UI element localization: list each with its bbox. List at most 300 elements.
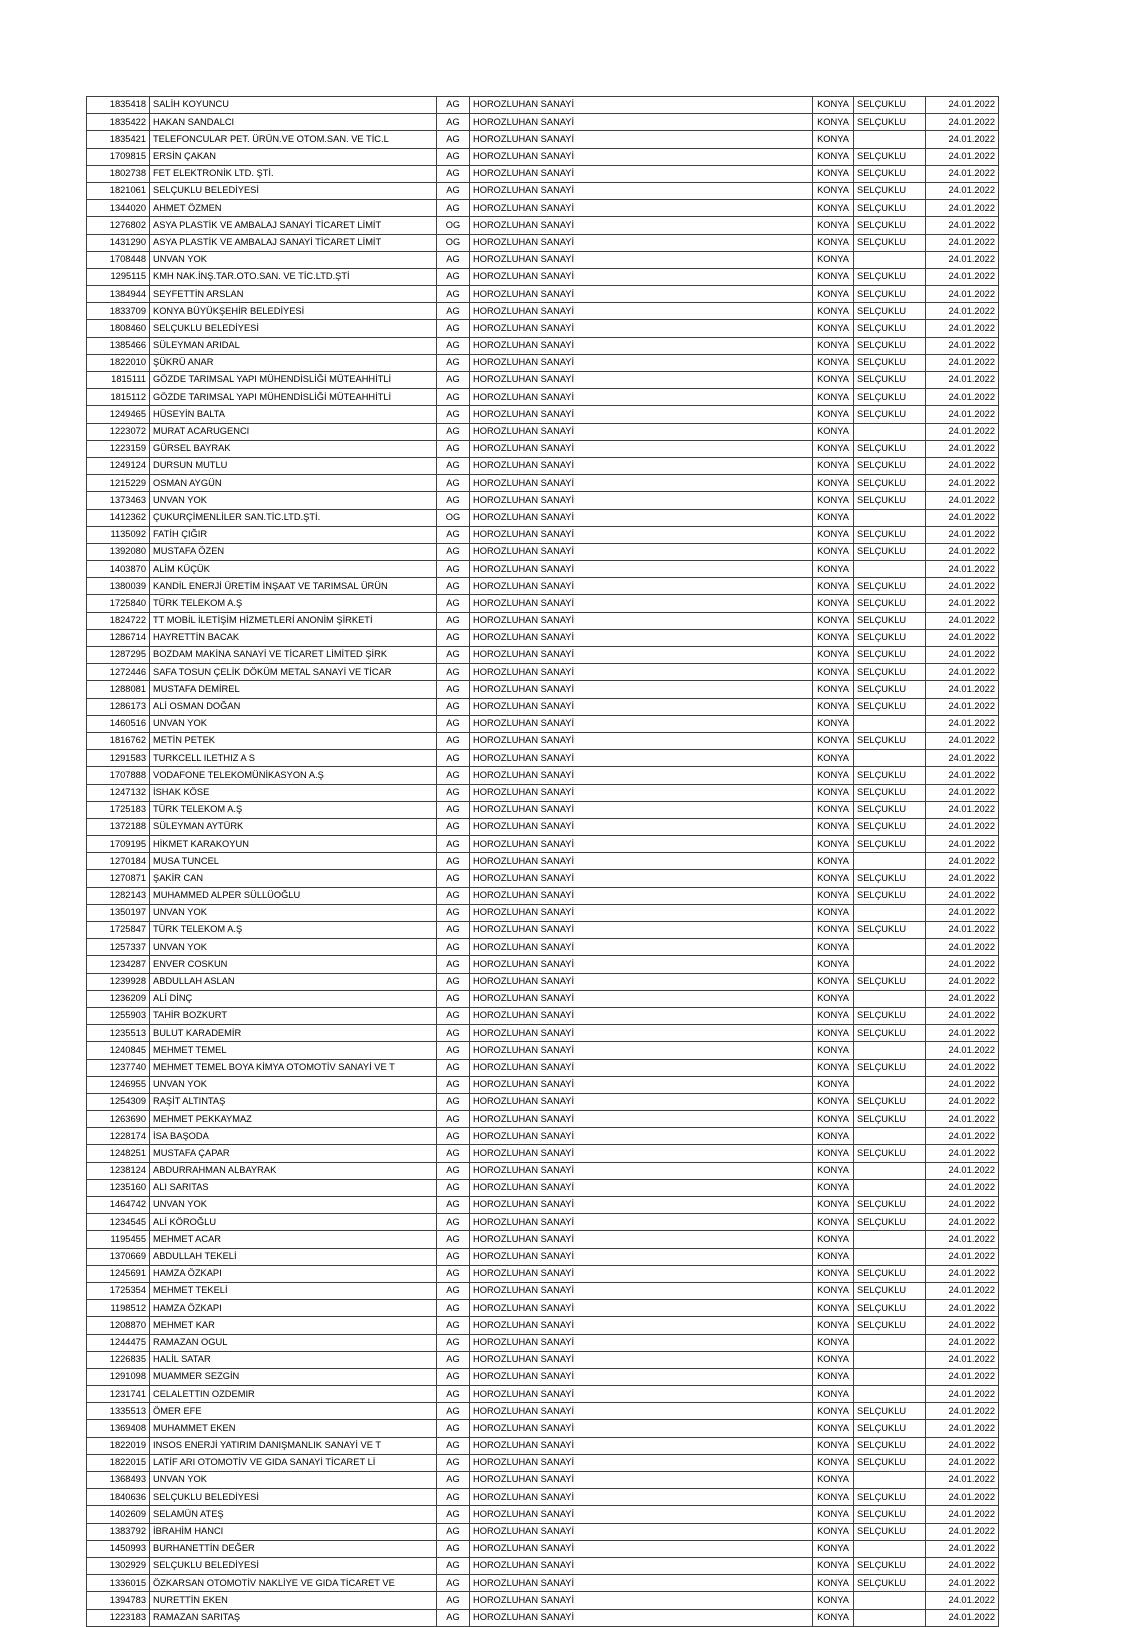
table-row — [87, 97, 999, 114]
cell-id: 1383792 — [87, 1523, 150, 1540]
cell-date: 24.01.2022 — [926, 818, 999, 835]
cell-district: SELÇUKLU — [854, 1265, 926, 1282]
cell-facility: HOROZLUHAN SANAYİ — [470, 492, 813, 509]
cell-province: KONYA — [813, 389, 854, 406]
cell-facility: HOROZLUHAN SANAYİ — [470, 114, 813, 131]
cell-date: 24.01.2022 — [926, 1437, 999, 1454]
table-row — [87, 182, 999, 199]
table-row — [87, 543, 999, 560]
cell-province: KONYA — [813, 904, 854, 921]
table-row — [87, 904, 999, 921]
cell-date: 24.01.2022 — [926, 1489, 999, 1506]
cell-id: 1412362 — [87, 509, 150, 526]
cell-province: KONYA — [813, 543, 854, 560]
cell-date: 24.01.2022 — [926, 870, 999, 887]
cell-district: SELÇUKLU — [854, 114, 926, 131]
table-row — [87, 354, 999, 371]
cell-district: SELÇUKLU — [854, 372, 926, 389]
cell-facility: HOROZLUHAN SANAYİ — [470, 698, 813, 715]
table-row — [87, 492, 999, 509]
cell-district: SELÇUKLU — [854, 1300, 926, 1317]
cell-date: 24.01.2022 — [926, 200, 999, 217]
cell-type: AG — [437, 612, 470, 629]
cell-type: AG — [437, 354, 470, 371]
cell-name: UNVAN YOK — [150, 492, 437, 509]
cell-type: AG — [437, 767, 470, 784]
cell-province: KONYA — [813, 647, 854, 664]
cell-province: KONYA — [813, 1265, 854, 1282]
cell-facility: HOROZLUHAN SANAYİ — [470, 148, 813, 165]
cell-facility: HOROZLUHAN SANAYİ — [470, 526, 813, 543]
cell-province: KONYA — [813, 1557, 854, 1574]
cell-id: 1198512 — [87, 1300, 150, 1317]
cell-type: AG — [437, 1248, 470, 1265]
cell-province: KONYA — [813, 423, 854, 440]
cell-facility: HOROZLUHAN SANAYİ — [470, 1403, 813, 1420]
cell-facility: HOROZLUHAN SANAYİ — [470, 1111, 813, 1128]
cell-name: MUHAMMET EKEN — [150, 1420, 437, 1437]
cell-name: TÜRK TELEKOM A.Ş — [150, 595, 437, 612]
cell-type: AG — [437, 1145, 470, 1162]
table-row — [87, 1454, 999, 1471]
cell-id: 1286173 — [87, 698, 150, 715]
cell-date: 24.01.2022 — [926, 131, 999, 148]
cell-province: KONYA — [813, 1128, 854, 1145]
cell-id: 1272446 — [87, 664, 150, 681]
cell-name: LATİF ARI OTOMOTİV VE GIDA SANAYİ TİCARET Lİ — [150, 1454, 437, 1471]
table-row — [87, 165, 999, 182]
cell-district: SELÇUKLU — [854, 440, 926, 457]
cell-name: SELÇUKLU BELEDİYESİ — [150, 1557, 437, 1574]
cell-date: 24.01.2022 — [926, 1609, 999, 1626]
records-table-body — [87, 97, 999, 1627]
cell-name: HAMZA ÖZKAPI — [150, 1265, 437, 1282]
table-row — [87, 148, 999, 165]
cell-province: KONYA — [813, 1489, 854, 1506]
cell-province: KONYA — [813, 1111, 854, 1128]
table-row — [87, 561, 999, 578]
table-row — [87, 681, 999, 698]
cell-type: AG — [437, 732, 470, 749]
cell-province: KONYA — [813, 1506, 854, 1523]
cell-type: AG — [437, 286, 470, 303]
cell-facility: HOROZLUHAN SANAYİ — [470, 1420, 813, 1437]
cell-facility: HOROZLUHAN SANAYİ — [470, 1540, 813, 1557]
cell-facility: HOROZLUHAN SANAYİ — [470, 251, 813, 268]
cell-facility: HOROZLUHAN SANAYİ — [470, 1317, 813, 1334]
cell-date: 24.01.2022 — [926, 1317, 999, 1334]
cell-date: 24.01.2022 — [926, 1523, 999, 1540]
cell-district — [854, 1231, 926, 1248]
cell-facility: HOROZLUHAN SANAYİ — [470, 372, 813, 389]
cell-id: 1235160 — [87, 1179, 150, 1196]
cell-province: KONYA — [813, 1025, 854, 1042]
cell-name: MEHMET TEKELİ — [150, 1282, 437, 1299]
cell-date: 24.01.2022 — [926, 1128, 999, 1145]
table-row — [87, 303, 999, 320]
cell-facility: HOROZLUHAN SANAYİ — [470, 1179, 813, 1196]
cell-date: 24.01.2022 — [926, 303, 999, 320]
table-row — [87, 698, 999, 715]
cell-district: SELÇUKLU — [854, 732, 926, 749]
cell-type: AG — [437, 303, 470, 320]
cell-name: HİKMET KARAKOYUN — [150, 836, 437, 853]
cell-facility: HOROZLUHAN SANAYİ — [470, 475, 813, 492]
cell-date: 24.01.2022 — [926, 1093, 999, 1110]
cell-name: FATİH ÇIĞIR — [150, 526, 437, 543]
cell-facility: HOROZLUHAN SANAYİ — [470, 1300, 813, 1317]
cell-type: OG — [437, 509, 470, 526]
cell-name: OSMAN AYGÜN — [150, 475, 437, 492]
cell-facility: HOROZLUHAN SANAYİ — [470, 182, 813, 199]
cell-name: MUHAMMED ALPER SÜLLÜOĞLU — [150, 887, 437, 904]
table-row — [87, 1403, 999, 1420]
cell-date: 24.01.2022 — [926, 97, 999, 114]
cell-date: 24.01.2022 — [926, 526, 999, 543]
cell-id: 1291098 — [87, 1368, 150, 1385]
cell-district: SELÇUKLU — [854, 698, 926, 715]
cell-facility: HOROZLUHAN SANAYİ — [470, 389, 813, 406]
cell-id: 1372188 — [87, 818, 150, 835]
table-row — [87, 853, 999, 870]
cell-id: 1288081 — [87, 681, 150, 698]
cell-district — [854, 939, 926, 956]
table-row — [87, 1351, 999, 1368]
cell-facility: HOROZLUHAN SANAYİ — [470, 200, 813, 217]
cell-id: 1291583 — [87, 750, 150, 767]
cell-name: ASYA PLASTİK VE AMBALAJ SANAYİ TİCARET LİMİT — [150, 234, 437, 251]
cell-type: AG — [437, 182, 470, 199]
table-row — [87, 1282, 999, 1299]
cell-date: 24.01.2022 — [926, 1334, 999, 1351]
cell-id: 1335513 — [87, 1403, 150, 1420]
cell-type: AG — [437, 1575, 470, 1592]
cell-date: 24.01.2022 — [926, 148, 999, 165]
cell-province: KONYA — [813, 715, 854, 732]
cell-district: SELÇUKLU — [854, 217, 926, 234]
table-row — [87, 423, 999, 440]
table-row — [87, 973, 999, 990]
cell-district — [854, 1076, 926, 1093]
cell-facility: HOROZLUHAN SANAYİ — [470, 286, 813, 303]
cell-date: 24.01.2022 — [926, 1231, 999, 1248]
cell-facility: HOROZLUHAN SANAYİ — [470, 543, 813, 560]
cell-name: CELALETTIN OZDEMIR — [150, 1386, 437, 1403]
cell-type: AG — [437, 1231, 470, 1248]
cell-name: MURAT ACARUGENCI — [150, 423, 437, 440]
table-row — [87, 389, 999, 406]
cell-id: 1215229 — [87, 475, 150, 492]
cell-name: ŞAKİR CAN — [150, 870, 437, 887]
cell-district: SELÇUKLU — [854, 234, 926, 251]
cell-district: SELÇUKLU — [854, 389, 926, 406]
cell-district: SELÇUKLU — [854, 1437, 926, 1454]
cell-id: 1370669 — [87, 1248, 150, 1265]
cell-name: FET ELEKTRONİK LTD. ŞTİ. — [150, 165, 437, 182]
cell-type: AG — [437, 251, 470, 268]
cell-id: 1431290 — [87, 234, 150, 251]
cell-id: 1822015 — [87, 1454, 150, 1471]
cell-province: KONYA — [813, 1523, 854, 1540]
cell-facility: HOROZLUHAN SANAYİ — [470, 440, 813, 457]
cell-date: 24.01.2022 — [926, 182, 999, 199]
cell-date: 24.01.2022 — [926, 457, 999, 474]
cell-type: AG — [437, 148, 470, 165]
cell-district — [854, 1386, 926, 1403]
cell-name: ABDURRAHMAN ALBAYRAK — [150, 1162, 437, 1179]
cell-district — [854, 1592, 926, 1609]
cell-district: SELÇUKLU — [854, 1506, 926, 1523]
cell-id: 1384944 — [87, 286, 150, 303]
cell-name: ŞÜKRÜ ANAR — [150, 354, 437, 371]
cell-district — [854, 715, 926, 732]
cell-name: BULUT KARADEMİR — [150, 1025, 437, 1042]
cell-facility: HOROZLUHAN SANAYİ — [470, 337, 813, 354]
cell-facility: HOROZLUHAN SANAYİ — [470, 1575, 813, 1592]
cell-province: KONYA — [813, 1300, 854, 1317]
cell-date: 24.01.2022 — [926, 406, 999, 423]
cell-province: KONYA — [813, 870, 854, 887]
cell-name: MUSTAFA ÇAPAR — [150, 1145, 437, 1162]
cell-name: İSHAK KÖSE — [150, 784, 437, 801]
cell-province: KONYA — [813, 732, 854, 749]
table-row — [87, 320, 999, 337]
cell-date: 24.01.2022 — [926, 784, 999, 801]
cell-province: KONYA — [813, 286, 854, 303]
cell-province: KONYA — [813, 939, 854, 956]
cell-province: KONYA — [813, 1042, 854, 1059]
cell-type: AG — [437, 629, 470, 646]
cell-type: AG — [437, 870, 470, 887]
cell-date: 24.01.2022 — [926, 1557, 999, 1574]
cell-name: SÜLEYMAN AYTÜRK — [150, 818, 437, 835]
cell-facility: HOROZLUHAN SANAYİ — [470, 1489, 813, 1506]
cell-facility: HOROZLUHAN SANAYİ — [470, 1368, 813, 1385]
cell-province: KONYA — [813, 457, 854, 474]
cell-type: AG — [437, 406, 470, 423]
cell-date: 24.01.2022 — [926, 698, 999, 715]
cell-district: SELÇUKLU — [854, 870, 926, 887]
table-row — [87, 1214, 999, 1231]
cell-facility: HOROZLUHAN SANAYİ — [470, 1197, 813, 1214]
table-row — [87, 939, 999, 956]
cell-district: SELÇUKLU — [854, 1454, 926, 1471]
cell-type: AG — [437, 268, 470, 285]
cell-type: AG — [437, 1317, 470, 1334]
records-table — [86, 96, 999, 1627]
cell-id: 1302929 — [87, 1557, 150, 1574]
cell-facility: HOROZLUHAN SANAYİ — [470, 165, 813, 182]
cell-district: SELÇUKLU — [854, 1489, 926, 1506]
cell-id: 1403870 — [87, 561, 150, 578]
cell-province: KONYA — [813, 268, 854, 285]
cell-type: AG — [437, 1540, 470, 1557]
table-row — [87, 1025, 999, 1042]
cell-province: KONYA — [813, 320, 854, 337]
cell-name: BURHANETTİN DEĞER — [150, 1540, 437, 1557]
cell-name: ASYA PLASTİK VE AMBALAJ SANAYİ TİCARET LİMİT — [150, 217, 437, 234]
cell-district — [854, 990, 926, 1007]
cell-name: MEHMET ACAR — [150, 1231, 437, 1248]
cell-province: KONYA — [813, 234, 854, 251]
cell-type: AG — [437, 1557, 470, 1574]
cell-name: SÜLEYMAN ARIDAL — [150, 337, 437, 354]
cell-name: AHMET ÖZMEN — [150, 200, 437, 217]
cell-facility: HOROZLUHAN SANAYİ — [470, 1592, 813, 1609]
cell-district — [854, 251, 926, 268]
cell-province: KONYA — [813, 165, 854, 182]
cell-district — [854, 1609, 926, 1626]
cell-id: 1270184 — [87, 853, 150, 870]
cell-id: 1368493 — [87, 1472, 150, 1489]
cell-district: SELÇUKLU — [854, 1145, 926, 1162]
cell-district — [854, 509, 926, 526]
cell-facility: HOROZLUHAN SANAYİ — [470, 1059, 813, 1076]
cell-type: AG — [437, 647, 470, 664]
cell-type: AG — [437, 457, 470, 474]
cell-type: AG — [437, 1214, 470, 1231]
cell-facility: HOROZLUHAN SANAYİ — [470, 1231, 813, 1248]
cell-province: KONYA — [813, 1472, 854, 1489]
cell-id: 1270871 — [87, 870, 150, 887]
cell-id: 1708448 — [87, 251, 150, 268]
cell-type: AG — [437, 1403, 470, 1420]
table-row — [87, 767, 999, 784]
cell-district — [854, 1351, 926, 1368]
cell-district — [854, 956, 926, 973]
table-row — [87, 732, 999, 749]
cell-name: KONYA BÜYÜKŞEHİR BELEDİYESİ — [150, 303, 437, 320]
cell-facility: HOROZLUHAN SANAYİ — [470, 1025, 813, 1042]
cell-date: 24.01.2022 — [926, 372, 999, 389]
cell-name: TELEFONCULAR PET. ÜRÜN.VE OTOM.SAN. VE TİC.L — [150, 131, 437, 148]
cell-id: 1276802 — [87, 217, 150, 234]
cell-id: 1709195 — [87, 836, 150, 853]
cell-district: SELÇUKLU — [854, 457, 926, 474]
table-row — [87, 1592, 999, 1609]
cell-id: 1460516 — [87, 715, 150, 732]
cell-district: SELÇUKLU — [854, 1214, 926, 1231]
cell-id: 1295115 — [87, 268, 150, 285]
cell-province: KONYA — [813, 1231, 854, 1248]
cell-type: AG — [437, 526, 470, 543]
cell-id: 1238124 — [87, 1162, 150, 1179]
cell-id: 1246955 — [87, 1076, 150, 1093]
cell-province: KONYA — [813, 1368, 854, 1385]
cell-date: 24.01.2022 — [926, 286, 999, 303]
cell-facility: HOROZLUHAN SANAYİ — [470, 1523, 813, 1540]
cell-id: 1822010 — [87, 354, 150, 371]
cell-date: 24.01.2022 — [926, 1076, 999, 1093]
table-row — [87, 1523, 999, 1540]
cell-province: KONYA — [813, 784, 854, 801]
cell-district: SELÇUKLU — [854, 320, 926, 337]
cell-province: KONYA — [813, 1420, 854, 1437]
cell-name: MUSTAFA ÖZEN — [150, 543, 437, 560]
cell-id: 1808460 — [87, 320, 150, 337]
table-row — [87, 784, 999, 801]
cell-date: 24.01.2022 — [926, 767, 999, 784]
table-row — [87, 526, 999, 543]
cell-id: 1725840 — [87, 595, 150, 612]
cell-district: SELÇUKLU — [854, 1557, 926, 1574]
cell-province: KONYA — [813, 1609, 854, 1626]
cell-facility: HOROZLUHAN SANAYİ — [470, 320, 813, 337]
cell-type: AG — [437, 836, 470, 853]
cell-district: SELÇUKLU — [854, 801, 926, 818]
cell-district: SELÇUKLU — [854, 818, 926, 835]
cell-id: 1815111 — [87, 372, 150, 389]
table-row — [87, 509, 999, 526]
cell-name: MUSA TUNCEL — [150, 853, 437, 870]
cell-name: İSA BAŞODA — [150, 1128, 437, 1145]
cell-name: TÜRK TELEKOM A.Ş — [150, 922, 437, 939]
table-row — [87, 1334, 999, 1351]
cell-facility: HOROZLUHAN SANAYİ — [470, 922, 813, 939]
cell-district: SELÇUKLU — [854, 337, 926, 354]
table-row — [87, 1489, 999, 1506]
cell-name: VODAFONE TELEKOMÜNİKASYON A.Ş — [150, 767, 437, 784]
cell-type: AG — [437, 698, 470, 715]
cell-name: UNVAN YOK — [150, 939, 437, 956]
cell-facility: HOROZLUHAN SANAYİ — [470, 131, 813, 148]
cell-district — [854, 131, 926, 148]
cell-id: 1231741 — [87, 1386, 150, 1403]
cell-id: 1226835 — [87, 1351, 150, 1368]
cell-facility: HOROZLUHAN SANAYİ — [470, 1609, 813, 1626]
cell-date: 24.01.2022 — [926, 715, 999, 732]
cell-id: 1254309 — [87, 1093, 150, 1110]
cell-name: SEYFETTİN ARSLAN — [150, 286, 437, 303]
cell-name: ERSİN ÇAKAN — [150, 148, 437, 165]
cell-province: KONYA — [813, 1145, 854, 1162]
cell-province: KONYA — [813, 1248, 854, 1265]
cell-facility: HOROZLUHAN SANAYİ — [470, 1351, 813, 1368]
cell-name: MUAMMER SEZGİN — [150, 1368, 437, 1385]
cell-facility: HOROZLUHAN SANAYİ — [470, 887, 813, 904]
cell-date: 24.01.2022 — [926, 801, 999, 818]
cell-date: 24.01.2022 — [926, 251, 999, 268]
cell-date: 24.01.2022 — [926, 440, 999, 457]
cell-id: 1237740 — [87, 1059, 150, 1076]
table-row — [87, 990, 999, 1007]
table-row — [87, 1472, 999, 1489]
cell-district: SELÇUKLU — [854, 595, 926, 612]
cell-name: UNVAN YOK — [150, 1472, 437, 1489]
cell-province: KONYA — [813, 303, 854, 320]
table-row — [87, 1179, 999, 1196]
cell-district: SELÇUKLU — [854, 406, 926, 423]
table-row — [87, 457, 999, 474]
cell-province: KONYA — [813, 182, 854, 199]
cell-date: 24.01.2022 — [926, 1111, 999, 1128]
cell-id: 1239928 — [87, 973, 150, 990]
cell-province: KONYA — [813, 1317, 854, 1334]
cell-province: KONYA — [813, 1179, 854, 1196]
cell-district — [854, 1368, 926, 1385]
cell-id: 1249465 — [87, 406, 150, 423]
cell-date: 24.01.2022 — [926, 1575, 999, 1592]
cell-district: SELÇUKLU — [854, 922, 926, 939]
cell-date: 24.01.2022 — [926, 973, 999, 990]
table-row — [87, 337, 999, 354]
cell-province: KONYA — [813, 836, 854, 853]
cell-province: KONYA — [813, 354, 854, 371]
cell-district — [854, 1248, 926, 1265]
cell-type: AG — [437, 784, 470, 801]
cell-id: 1815112 — [87, 389, 150, 406]
cell-facility: HOROZLUHAN SANAYİ — [470, 715, 813, 732]
